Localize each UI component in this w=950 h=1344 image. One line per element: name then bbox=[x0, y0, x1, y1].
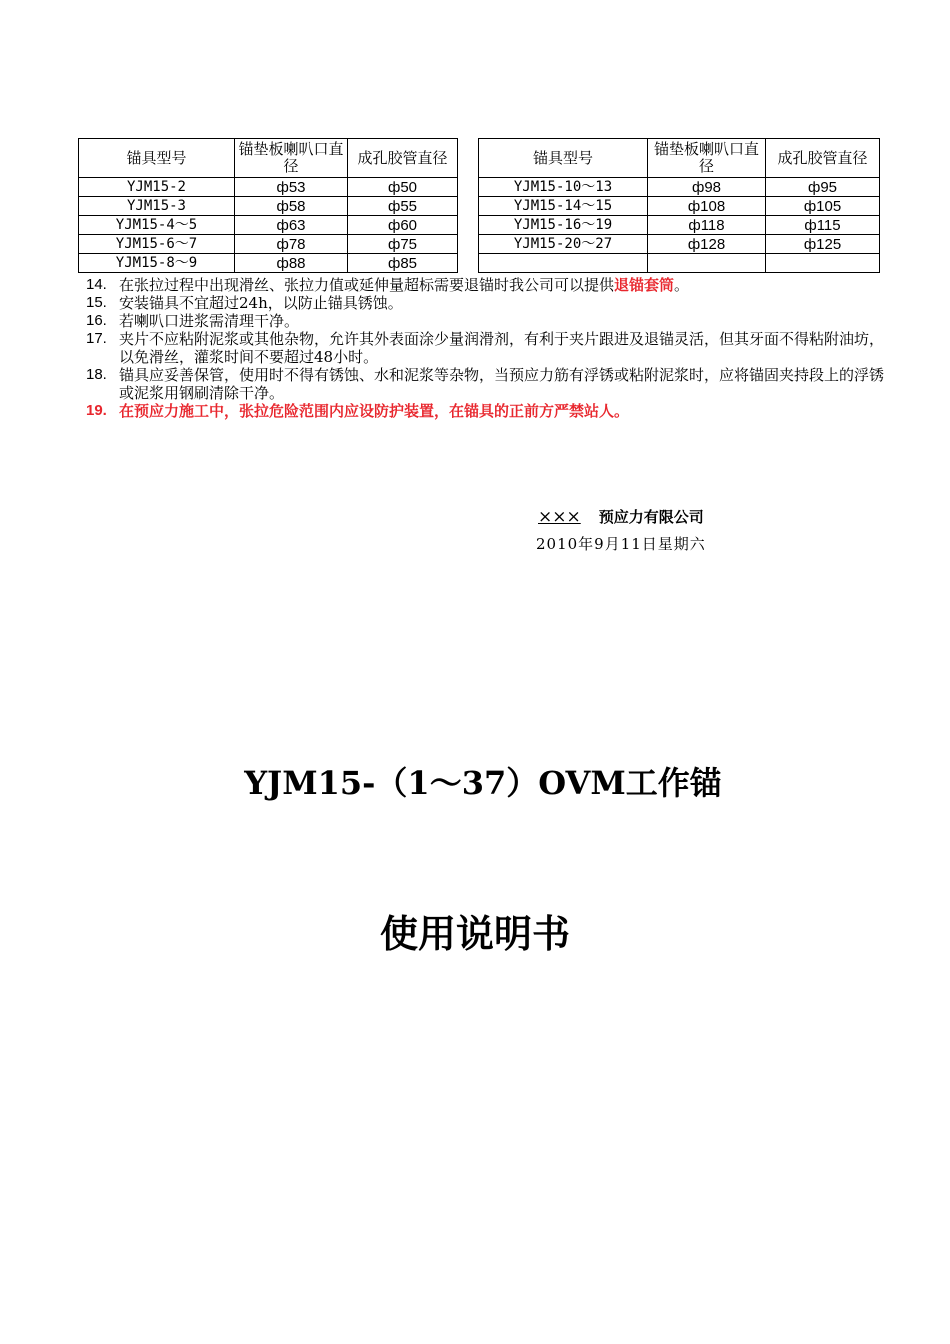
note-number: 16. bbox=[86, 312, 107, 329]
model-cell: YJM15-10～13 bbox=[479, 178, 648, 197]
header-model: 锚具型号 bbox=[79, 139, 235, 178]
note-highlight: 退锚套筒 bbox=[614, 276, 675, 294]
plate-diameter-cell: ф78 bbox=[235, 235, 348, 254]
tube-diameter-cell: ф60 bbox=[348, 216, 458, 235]
model-cell: YJM15-16～19 bbox=[479, 216, 648, 235]
note-number: 19. bbox=[86, 402, 107, 419]
table-row bbox=[79, 235, 458, 254]
plate-diameter-cell: ф88 bbox=[235, 254, 348, 273]
note-number: 14. bbox=[86, 276, 107, 293]
header-plate-diameter: 锚垫板喇叭口直径 bbox=[648, 139, 766, 178]
plate-diameter-cell: ф58 bbox=[235, 197, 348, 216]
tube-diameter-cell: ф115 bbox=[766, 216, 880, 235]
note-16 bbox=[86, 312, 886, 330]
tube-diameter-cell: ф95 bbox=[766, 178, 880, 197]
table-row bbox=[79, 254, 458, 273]
spec-table-right bbox=[478, 138, 880, 273]
note-17 bbox=[86, 330, 886, 366]
plate-diameter-cell: ф98 bbox=[648, 178, 766, 197]
tube-diameter-cell: ф75 bbox=[348, 235, 458, 254]
note-14 bbox=[86, 276, 886, 294]
note-19-warning bbox=[86, 402, 886, 420]
tube-diameter-cell bbox=[766, 254, 880, 273]
note-15 bbox=[86, 294, 886, 312]
note-text: 安装锚具不宜超过24h，以防止锚具锈蚀。 bbox=[119, 294, 403, 312]
table-header-row bbox=[479, 139, 880, 178]
document-date: 2010年9月11日星期六 bbox=[536, 535, 706, 553]
model-cell: YJM15-2 bbox=[79, 178, 235, 197]
model-cell bbox=[479, 254, 648, 273]
note-number: 18. bbox=[86, 366, 107, 383]
plate-diameter-cell: ф118 bbox=[648, 216, 766, 235]
model-cell: YJM15-3 bbox=[79, 197, 235, 216]
table-row bbox=[479, 178, 880, 197]
plate-diameter-cell: ф53 bbox=[235, 178, 348, 197]
plate-diameter-cell: ф108 bbox=[648, 197, 766, 216]
note-text: 在张拉过程中出现滑丝、张拉力值或延伸量超标需要退锚时我公司可以提供 bbox=[119, 276, 615, 294]
table-row bbox=[479, 197, 880, 216]
table-row bbox=[479, 235, 880, 254]
note-text: 在预应力施工中，张拉危险范围内应设防护装置，在锚具的正前方严禁站人。 bbox=[119, 402, 630, 420]
spec-table-left bbox=[78, 138, 458, 273]
note-number: 15. bbox=[86, 294, 107, 311]
tube-diameter-cell: ф105 bbox=[766, 197, 880, 216]
note-tail: 。 bbox=[674, 276, 690, 294]
company-placeholder-marks: ××× bbox=[538, 507, 581, 527]
plate-diameter-cell: ф63 bbox=[235, 216, 348, 235]
document-title: YJM15-（1～37）OVM工作锚 bbox=[244, 764, 722, 802]
table-row bbox=[479, 216, 880, 235]
company-signature bbox=[538, 506, 704, 527]
model-cell: YJM15-4～5 bbox=[79, 216, 235, 235]
table-header-row bbox=[79, 139, 458, 178]
plate-diameter-cell bbox=[648, 254, 766, 273]
plate-diameter-cell: ф128 bbox=[648, 235, 766, 254]
header-model: 锚具型号 bbox=[479, 139, 648, 178]
model-cell: YJM15-20～27 bbox=[479, 235, 648, 254]
model-cell: YJM15-14～15 bbox=[479, 197, 648, 216]
note-text: 若喇叭口进浆需清理干净。 bbox=[119, 312, 300, 330]
note-text: 锚具应妥善保管，使用时不得有锈蚀、水和泥浆等杂物，当预应力筋有浮锈或粘附泥浆时，应将锚固夹持段上的浮锈或泥浆用钢刷清除干净。 bbox=[119, 366, 885, 402]
model-cell: YJM15-8～9 bbox=[79, 254, 235, 273]
table-row bbox=[79, 178, 458, 197]
note-text: 夹片不应粘附泥浆或其他杂物，允许其外表面涂少量润滑剂，有利于夹片跟进及退锚灵活，但其牙面不得粘附油坊，以免滑丝，灌浆时间不要超过48小时。 bbox=[119, 330, 885, 366]
company-name: 预应力有限公司 bbox=[598, 508, 704, 526]
header-tube-diameter: 成孔胶管直径 bbox=[766, 139, 880, 178]
table-row bbox=[79, 216, 458, 235]
usage-notes bbox=[86, 276, 886, 420]
table-row bbox=[479, 254, 880, 273]
tube-diameter-cell: ф85 bbox=[348, 254, 458, 273]
tube-diameter-cell: ф55 bbox=[348, 197, 458, 216]
header-tube-diameter: 成孔胶管直径 bbox=[348, 139, 458, 178]
header-plate-diameter: 锚垫板喇叭口直径 bbox=[235, 139, 348, 178]
table-row bbox=[79, 197, 458, 216]
tube-diameter-cell: ф125 bbox=[766, 235, 880, 254]
note-number: 17. bbox=[86, 330, 107, 347]
tube-diameter-cell: ф50 bbox=[348, 178, 458, 197]
document-subtitle: 使用说明书 bbox=[379, 911, 570, 956]
model-cell: YJM15-6～7 bbox=[79, 235, 235, 254]
note-18 bbox=[86, 366, 886, 402]
